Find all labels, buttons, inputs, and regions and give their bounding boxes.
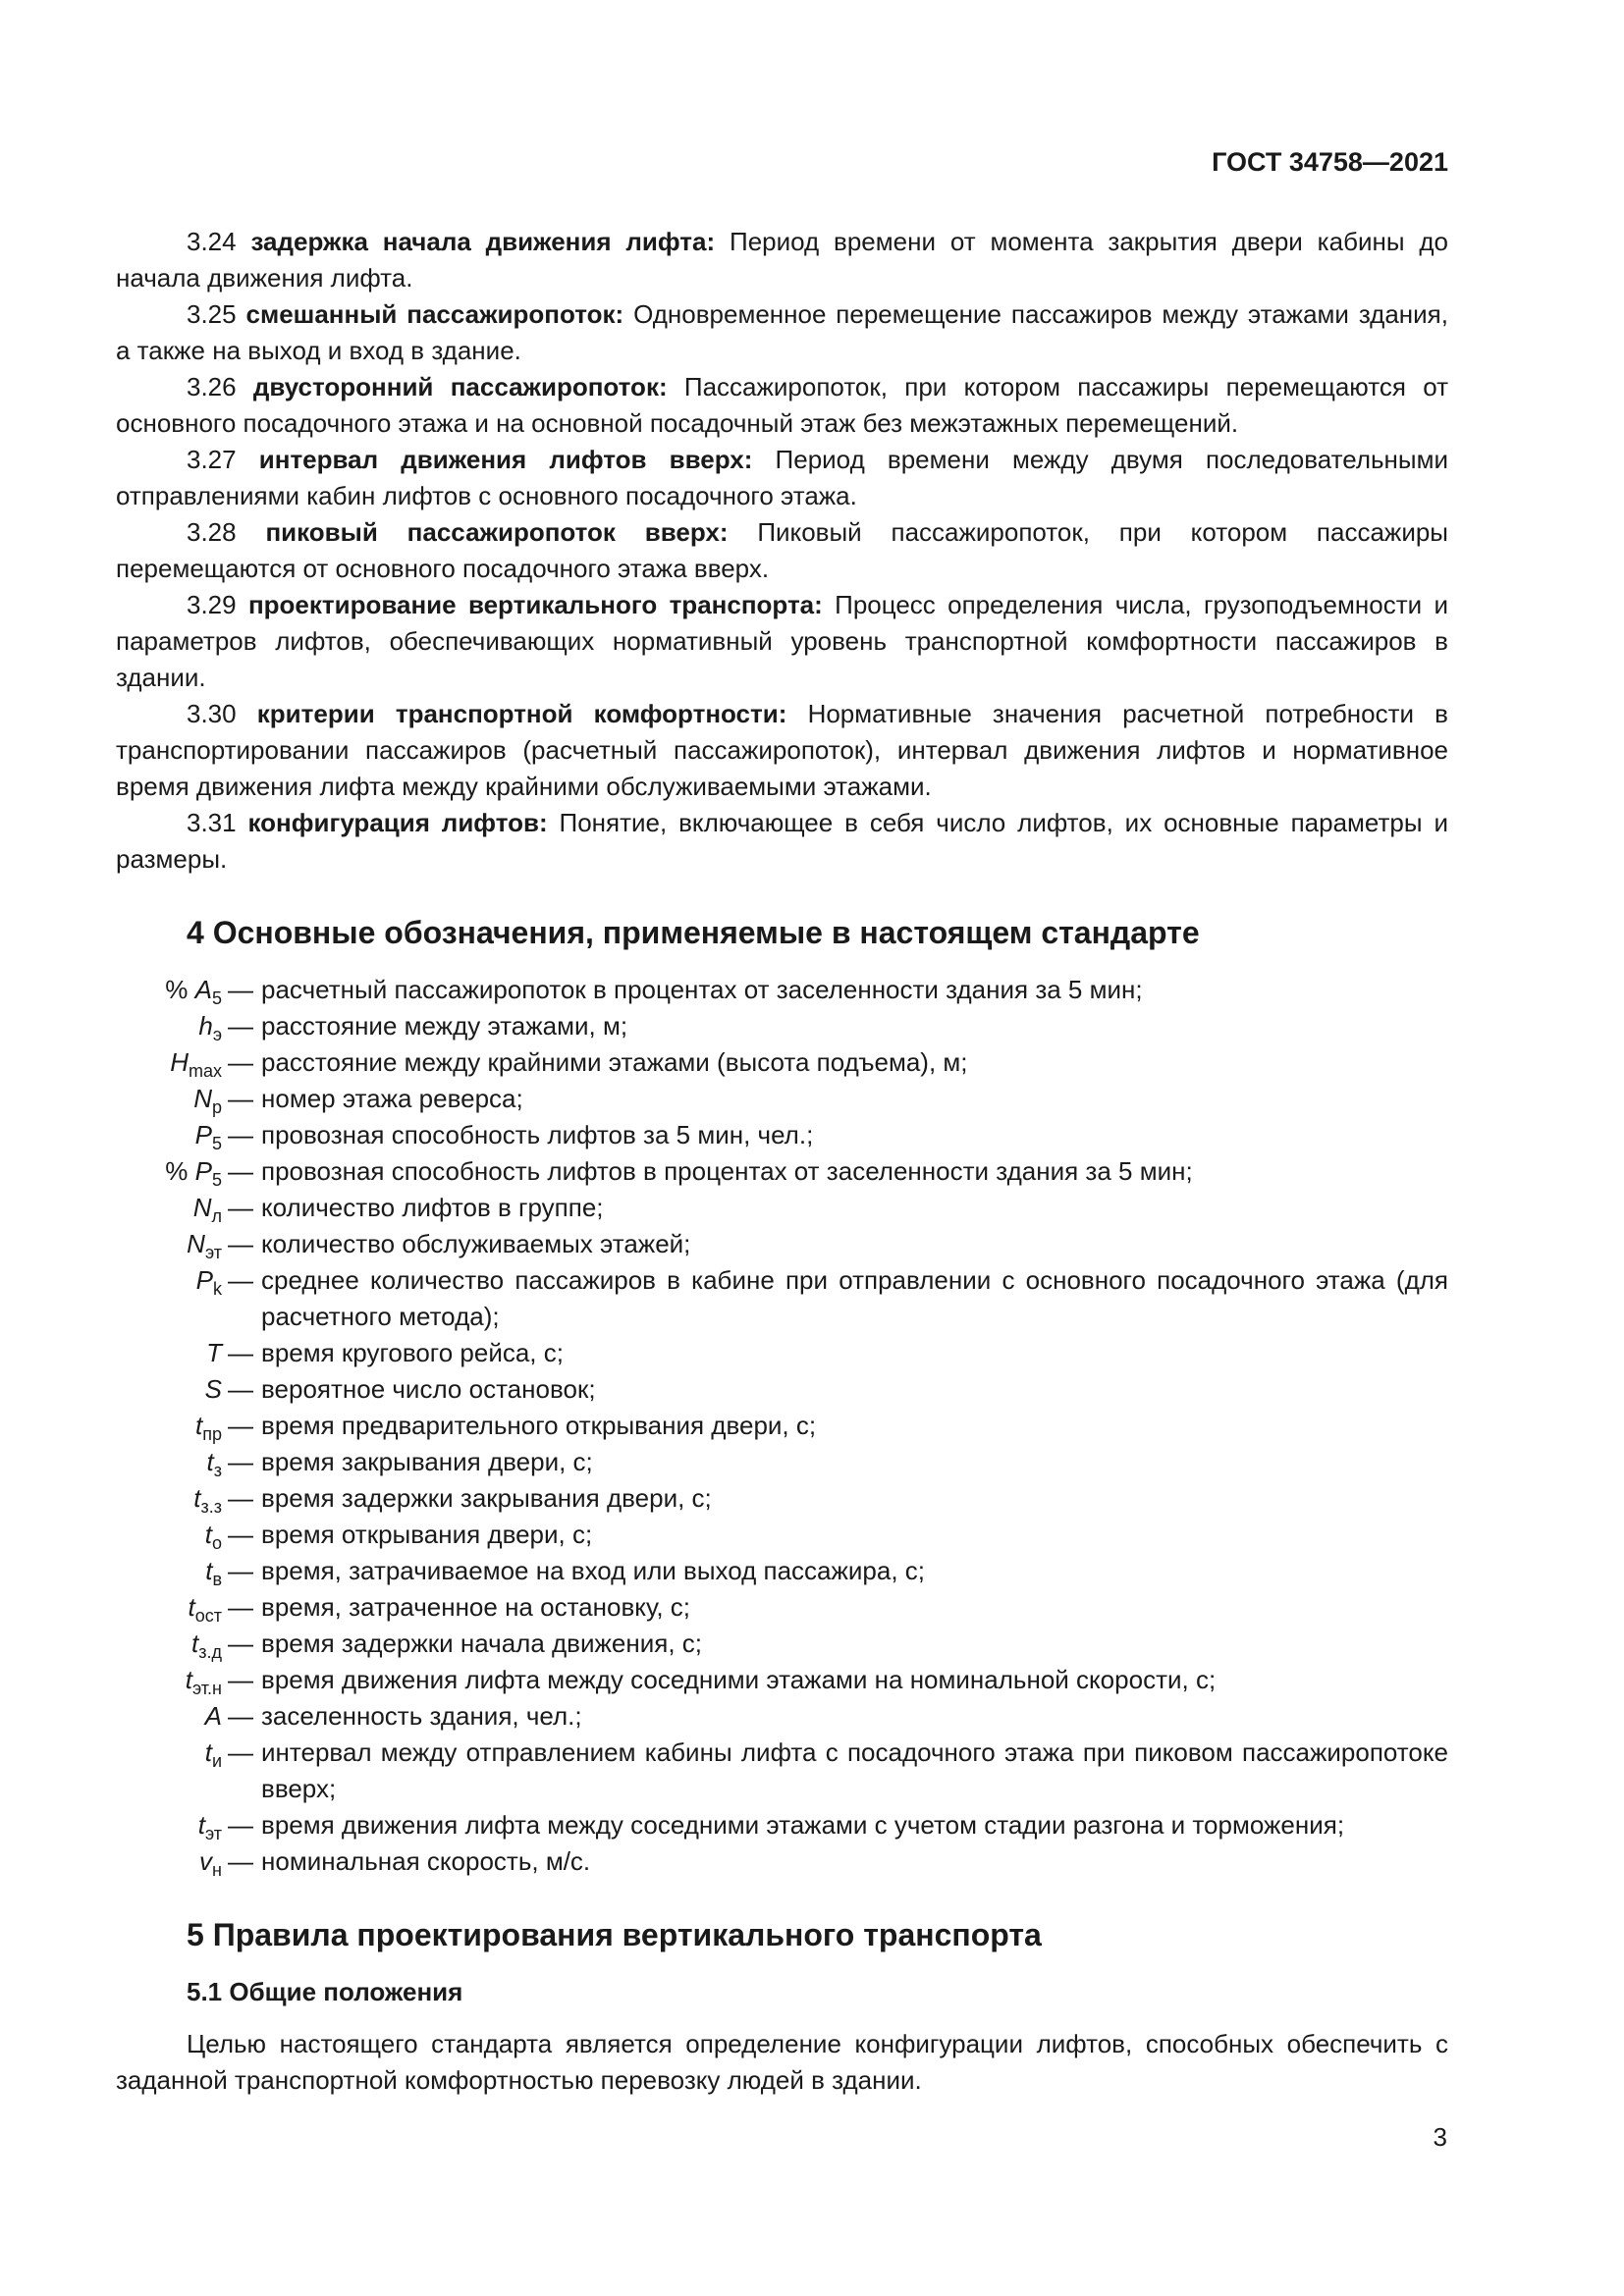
definition-item <box>116 805 1448 878</box>
em-dash: — <box>228 975 253 1004</box>
em-dash: — <box>228 1447 253 1476</box>
definition-text: Нормативные значения расчетной потребности в транспортировании пассажиров (расчетный пассажиропоток), интервал движения лифтов и нормативное время движения лифта между крайними обслуживаемыми этажами. <box>116 699 1448 801</box>
definition-item <box>116 296 1448 369</box>
symbol-description: расстояние между этажами, м; <box>261 1011 628 1041</box>
section-5-1-heading: 5.1 Общие положения <box>187 1977 463 2006</box>
symbol-subscript: в <box>212 1570 222 1589</box>
em-dash: — <box>228 1701 253 1731</box>
symbol-base: t <box>188 1592 195 1622</box>
em-dash: — <box>228 1737 253 1767</box>
symbol-base: P <box>195 1265 213 1295</box>
symbol-row <box>116 1226 1448 1262</box>
symbol-row <box>116 1044 1448 1081</box>
symbol-base: N <box>192 1193 212 1222</box>
definition-text: Одновременное перемещение пассажиров между этажами здания, а также на выход и вход в здание. <box>116 299 1448 365</box>
symbol <box>116 1335 222 1371</box>
em-dash: — <box>228 1665 253 1694</box>
symbol <box>116 1190 222 1226</box>
symbol <box>116 1444 222 1480</box>
symbol-base: t <box>185 1665 193 1694</box>
symbol-row <box>116 1408 1448 1444</box>
definition-number: 3.30 <box>187 699 237 728</box>
definition-item <box>116 587 1448 696</box>
symbol-row <box>116 1843 1448 1880</box>
symbol <box>116 1480 222 1517</box>
em-dash: — <box>228 1556 253 1585</box>
document-header: ГОСТ 34758—2021 <box>1212 147 1448 177</box>
symbol-description: время, затраченное на остановку, с; <box>261 1592 691 1622</box>
definition-number: 3.31 <box>187 808 237 837</box>
em-dash: — <box>228 1084 253 1113</box>
symbol-description: время закрывания двери, с; <box>261 1447 593 1476</box>
definition-term: проектирование вертикального транспорта: <box>247 590 823 619</box>
definition-item <box>116 224 1448 296</box>
em-dash: — <box>228 1374 253 1404</box>
symbol <box>116 1044 222 1081</box>
symbol-description: время движения лифта между соседними этажами на номинальной скорости, с; <box>261 1665 1217 1694</box>
symbol <box>116 1626 222 1662</box>
symbol <box>116 1008 222 1044</box>
definition-item <box>116 442 1448 514</box>
symbol-description: среднее количество пассажиров в кабине при отправлении с основного посадочного этажа (для расчетного метода); <box>261 1265 1448 1331</box>
definition-term: конфигурация лифтов: <box>247 808 548 837</box>
symbol-row <box>116 1190 1448 1226</box>
symbol-base: v <box>199 1846 213 1876</box>
symbol-prefix: % <box>165 975 195 1004</box>
symbol-subscript: 5 <box>211 988 222 1008</box>
symbol-subscript: эт <box>204 1243 222 1262</box>
symbol-base: H <box>170 1047 189 1077</box>
symbol-base: t <box>205 1556 213 1585</box>
symbol-description: количество лифтов в группе; <box>261 1193 604 1222</box>
symbol-base: P <box>194 1120 212 1149</box>
section-5-heading: 5 Правила проектирования вертикального транспорта <box>187 1917 1042 1952</box>
em-dash: — <box>228 1047 253 1077</box>
em-dash: — <box>228 1156 253 1186</box>
definition-item <box>116 514 1448 587</box>
symbol-description: время задержки начала движения, с; <box>261 1629 702 1658</box>
definition-text: Пассажиропоток, при котором пассажиры перемещаются от основного посадочного этажа и на основной посадочный этаж без межэтажных перемещений. <box>116 372 1448 438</box>
definition-number: 3.27 <box>187 445 237 474</box>
symbol-row <box>116 1735 1448 1807</box>
em-dash: — <box>228 1592 253 1622</box>
symbol <box>116 1807 222 1843</box>
symbol-subscript: о <box>211 1533 222 1553</box>
em-dash: — <box>228 1120 253 1149</box>
symbol-description: время, затрачиваемое на вход или выход пассажира, с; <box>261 1556 926 1585</box>
symbol-subscript: р <box>211 1097 222 1117</box>
symbol <box>116 1843 222 1880</box>
symbols-list <box>116 972 1448 1880</box>
symbol-row <box>116 1444 1448 1480</box>
symbol-description: заселенность здания, чел.; <box>261 1701 582 1731</box>
symbol-row <box>116 1589 1448 1626</box>
symbol-description: вероятное число остановок; <box>261 1374 596 1404</box>
symbol-row <box>116 1081 1448 1117</box>
symbol-row <box>116 972 1448 1008</box>
definition-term: смешанный пассажиропоток: <box>245 299 624 329</box>
symbol-subscript: k <box>213 1279 222 1299</box>
symbol-row <box>116 1153 1448 1190</box>
symbol-subscript: max <box>188 1061 222 1081</box>
symbol-subscript: и <box>211 1751 222 1771</box>
symbol-row <box>116 1698 1448 1735</box>
symbol-description: номинальная скорость, м/с. <box>261 1846 591 1876</box>
symbol <box>116 1117 222 1153</box>
symbol-subscript: з <box>213 1461 222 1480</box>
symbol <box>116 1517 222 1553</box>
symbol-description: время задержки закрывания двери, с; <box>261 1483 712 1513</box>
em-dash: — <box>228 1483 253 1513</box>
section-4-heading: 4 Основные обозначения, применяемые в настоящем стандарте <box>187 915 1200 950</box>
symbol-subscript: 5 <box>211 1134 222 1153</box>
definition-number: 3.24 <box>187 227 237 256</box>
symbol-row <box>116 1517 1448 1553</box>
symbol <box>116 1553 222 1589</box>
definition-text: Пиковый пассажиропоток, при котором пассажиры перемещаются от основного посадочного этажа вверх. <box>116 517 1448 583</box>
symbol-subscript: ост <box>194 1606 222 1626</box>
symbol-base: t <box>191 1629 199 1658</box>
symbol-base: t <box>193 1483 201 1513</box>
symbol-subscript: эт.н <box>192 1679 222 1698</box>
symbol-subscript: э <box>212 1025 222 1044</box>
symbol-subscript: эт <box>204 1824 222 1843</box>
symbol <box>116 1662 222 1698</box>
symbol-base: A <box>194 975 212 1004</box>
symbol-description: время движения лифта между соседними этажами с учетом стадии разгона и торможения; <box>261 1810 1345 1840</box>
symbol-base: N <box>193 1084 212 1113</box>
symbol-row <box>116 1262 1448 1335</box>
symbol <box>116 972 222 1008</box>
symbol-description: время кругового рейса, с; <box>261 1338 564 1367</box>
definition-text: Процесс определения числа, грузоподъемности и параметров лифтов, обеспечивающих нормативный уровень транспортной комфортности пассажиров в здании. <box>116 590 1448 692</box>
page-content <box>116 224 1448 2099</box>
symbol-description: расстояние между крайними этажами (высота подъема), м; <box>261 1047 968 1077</box>
symbol-subscript: з.д <box>198 1642 222 1662</box>
symbol-description: провозная способность лифтов за 5 мин, чел.; <box>261 1120 814 1149</box>
symbol-base: S <box>204 1374 222 1404</box>
em-dash: — <box>228 1520 253 1549</box>
symbol-row <box>116 1807 1448 1843</box>
em-dash: — <box>228 1810 253 1840</box>
symbol-prefix: % <box>165 1156 195 1186</box>
symbol-subscript: н <box>212 1860 222 1880</box>
definitions-list <box>116 224 1448 878</box>
em-dash: — <box>228 1229 253 1258</box>
symbol-description: провозная способность лифтов в процентах от заселенности здания за 5 мин; <box>261 1156 1193 1186</box>
symbol-base: h <box>198 1011 213 1041</box>
em-dash: — <box>228 1338 253 1367</box>
symbol-base: t <box>195 1411 203 1440</box>
symbol-subscript: пр <box>202 1424 222 1444</box>
definition-number: 3.26 <box>187 372 237 401</box>
symbol-description: интервал между отправлением кабины лифта с посадочного этажа при пиковом пассажиропотоке вверх; <box>261 1737 1448 1803</box>
symbol <box>116 1226 222 1262</box>
symbol-base: t <box>204 1737 212 1767</box>
symbol-subscript: з.з <box>200 1497 222 1517</box>
page-number: 3 <box>1433 2122 1447 2152</box>
symbol-description: расчетный пассажиропоток в процентах от заселенности здания за 5 мин; <box>261 975 1143 1004</box>
symbol <box>116 1081 222 1117</box>
section-5-1-paragraph: Целью настоящего стандарта является определение конфигурации лифтов, способных обеспечить с заданной транспортной комфортностью перевозку людей в здании. <box>116 2029 1448 2095</box>
definition-term: критерии транспортной комфортности: <box>256 699 787 728</box>
symbol-base: N <box>187 1229 205 1258</box>
symbol-base: t <box>204 1520 212 1549</box>
symbol <box>116 1262 222 1299</box>
symbol-description: время предварительного открывания двери, с; <box>261 1411 817 1440</box>
em-dash: — <box>228 1629 253 1658</box>
definition-number: 3.28 <box>187 517 237 547</box>
em-dash: — <box>228 1411 253 1440</box>
symbol <box>116 1589 222 1626</box>
em-dash: — <box>228 1846 253 1876</box>
symbol-row <box>116 1335 1448 1371</box>
symbol <box>116 1371 222 1408</box>
symbol-row <box>116 1371 1448 1408</box>
symbol-base: T <box>206 1338 222 1367</box>
symbol <box>116 1408 222 1444</box>
definition-item <box>116 696 1448 805</box>
symbol <box>116 1735 222 1771</box>
symbol-row <box>116 1626 1448 1662</box>
symbol-row <box>116 1117 1448 1153</box>
definition-number: 3.25 <box>187 299 237 329</box>
definition-term: пиковый пассажиропоток вверх: <box>265 517 729 547</box>
em-dash: — <box>228 1011 253 1041</box>
symbol-description: количество обслуживаемых этажей; <box>261 1229 691 1258</box>
definition-term: двусторонний пассажиропоток: <box>252 372 668 401</box>
symbol-description: номер этажа реверса; <box>261 1084 523 1113</box>
symbol <box>116 1153 222 1190</box>
symbol-row <box>116 1662 1448 1698</box>
symbol-row <box>116 1008 1448 1044</box>
definition-term: интервал движения лифтов вверх: <box>258 445 753 474</box>
symbol-subscript: л <box>211 1206 222 1226</box>
definition-text: Период времени между двумя последовательными отправлениями кабин лифтов с основного посадочного этажа. <box>116 445 1448 510</box>
definition-text: Понятие, включающее в себя число лифтов, их основные параметры и размеры. <box>116 808 1448 874</box>
definition-number: 3.29 <box>187 590 237 619</box>
em-dash: — <box>228 1193 253 1222</box>
em-dash: — <box>228 1265 253 1295</box>
definition-item <box>116 369 1448 442</box>
symbol-subscript: 5 <box>211 1170 222 1190</box>
symbol-row <box>116 1553 1448 1589</box>
symbol-base: P <box>194 1156 212 1186</box>
definition-text: Период времени от момента закрытия двери кабины до начала движения лифта. <box>116 227 1449 293</box>
symbol-base: t <box>206 1447 214 1476</box>
symbol-description: время открывания двери, с; <box>261 1520 593 1549</box>
symbol-row <box>116 1480 1448 1517</box>
symbol <box>116 1698 222 1735</box>
symbol-base: t <box>197 1810 205 1840</box>
definition-term: задержка начала движения лифта: <box>250 227 716 256</box>
symbol-base: A <box>204 1701 222 1731</box>
